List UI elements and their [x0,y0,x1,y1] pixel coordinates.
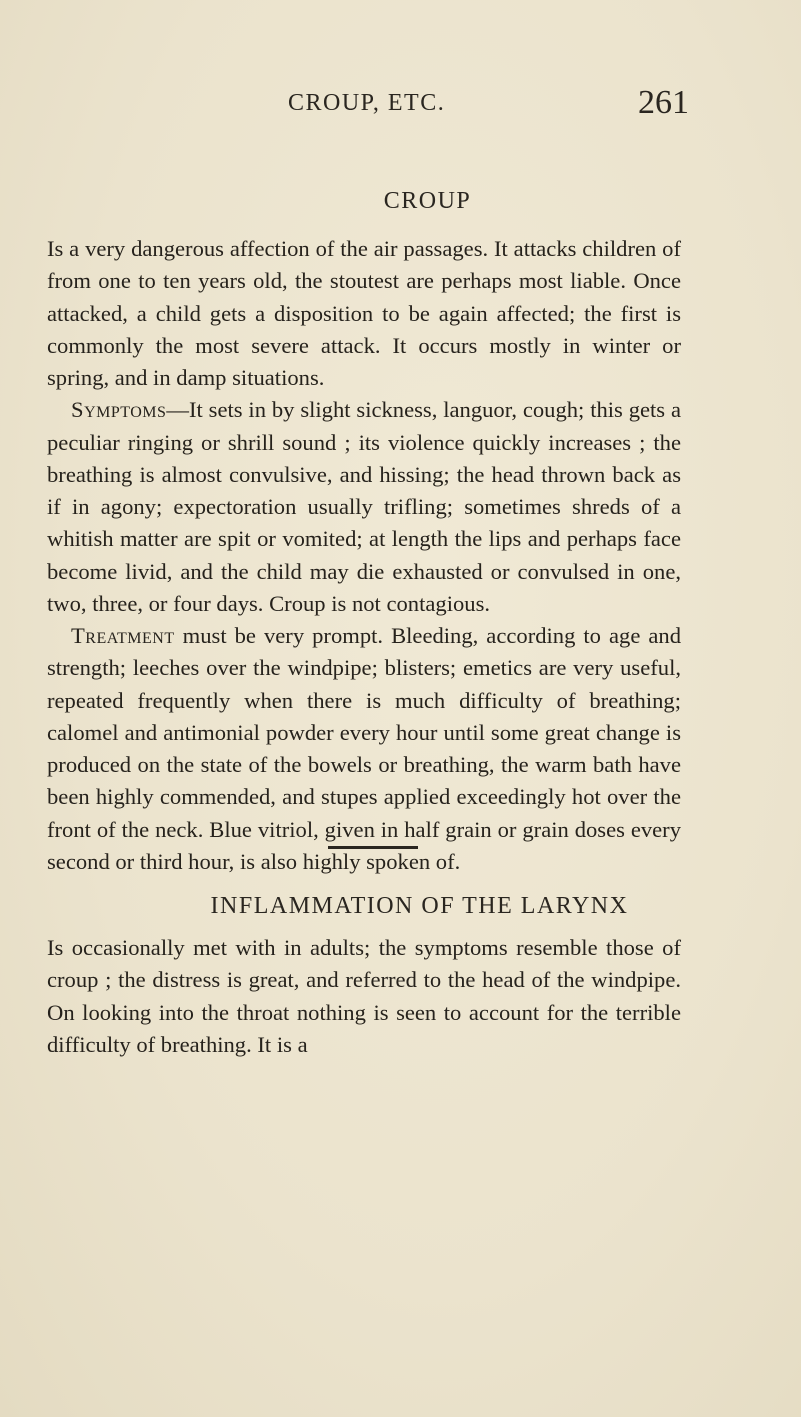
section-divider-rule [328,846,418,849]
section-heading-croup: CROUP [383,188,472,214]
section-heading-larynx: INFLAMMATION OF THE LARYNX [210,893,629,919]
larynx-section-body [47,932,681,1061]
croup-intro-paragraph: Is a very dangerous affection of the air passages. It attacks children of from one to ten years old, the stoutest are perhaps most liable. Once attacked, a child gets a disposition to be again affected; the first is commonly the most severe attack. It occurs mostly in winter or spring, and in damp situations. [47,236,681,390]
page-number: 261 [638,84,689,121]
running-title: CROUP, ETC. [288,90,446,116]
larynx-paragraph: Is occasionally met with in adults; the symptoms resemble those of croup ; the distress is great, and referred to the head of the windpipe. On looking into the throat nothing is seen to account for the terrible difficulty of breathing. It is a [47,935,681,1057]
croup-section-body [47,233,681,878]
treatment-text: must be very prompt. Bleeding, according to age and strength; leeches over the windpipe; blisters; emetics are very useful, repeated frequently when there is much difficulty of breathing; calomel and antimonial powder every hour until some great change is produced on the state of the bowels or breathing, the warm bath have been highly commended, and stupes applied exceedingly hot over the front of the neck. Blue vitriol, given in half grain or grain doses every second or third hour, is also highly spoken of. [47,623,681,874]
treatment-paragraph [47,620,681,878]
running-head [250,86,689,122]
symptoms-text: —It sets in by slight sickness, languor, cough; this gets a peculiar ringing or shrill sound ; its violence quickly increases ; the breathing is almost convulsive, and hissing; the head thrown back as if in agony; expectoration usually trifling; sometimes shreds of a whitish matter are spit or vomited; at length the lips and perhaps face become livid, and the child may die exhausted or convulsed in one, two, three, or four days. Croup is not contagious. [47,397,681,616]
symptoms-label: Symptoms [71,397,167,423]
symptoms-paragraph [47,394,681,620]
treatment-label: Treatment [71,623,175,648]
